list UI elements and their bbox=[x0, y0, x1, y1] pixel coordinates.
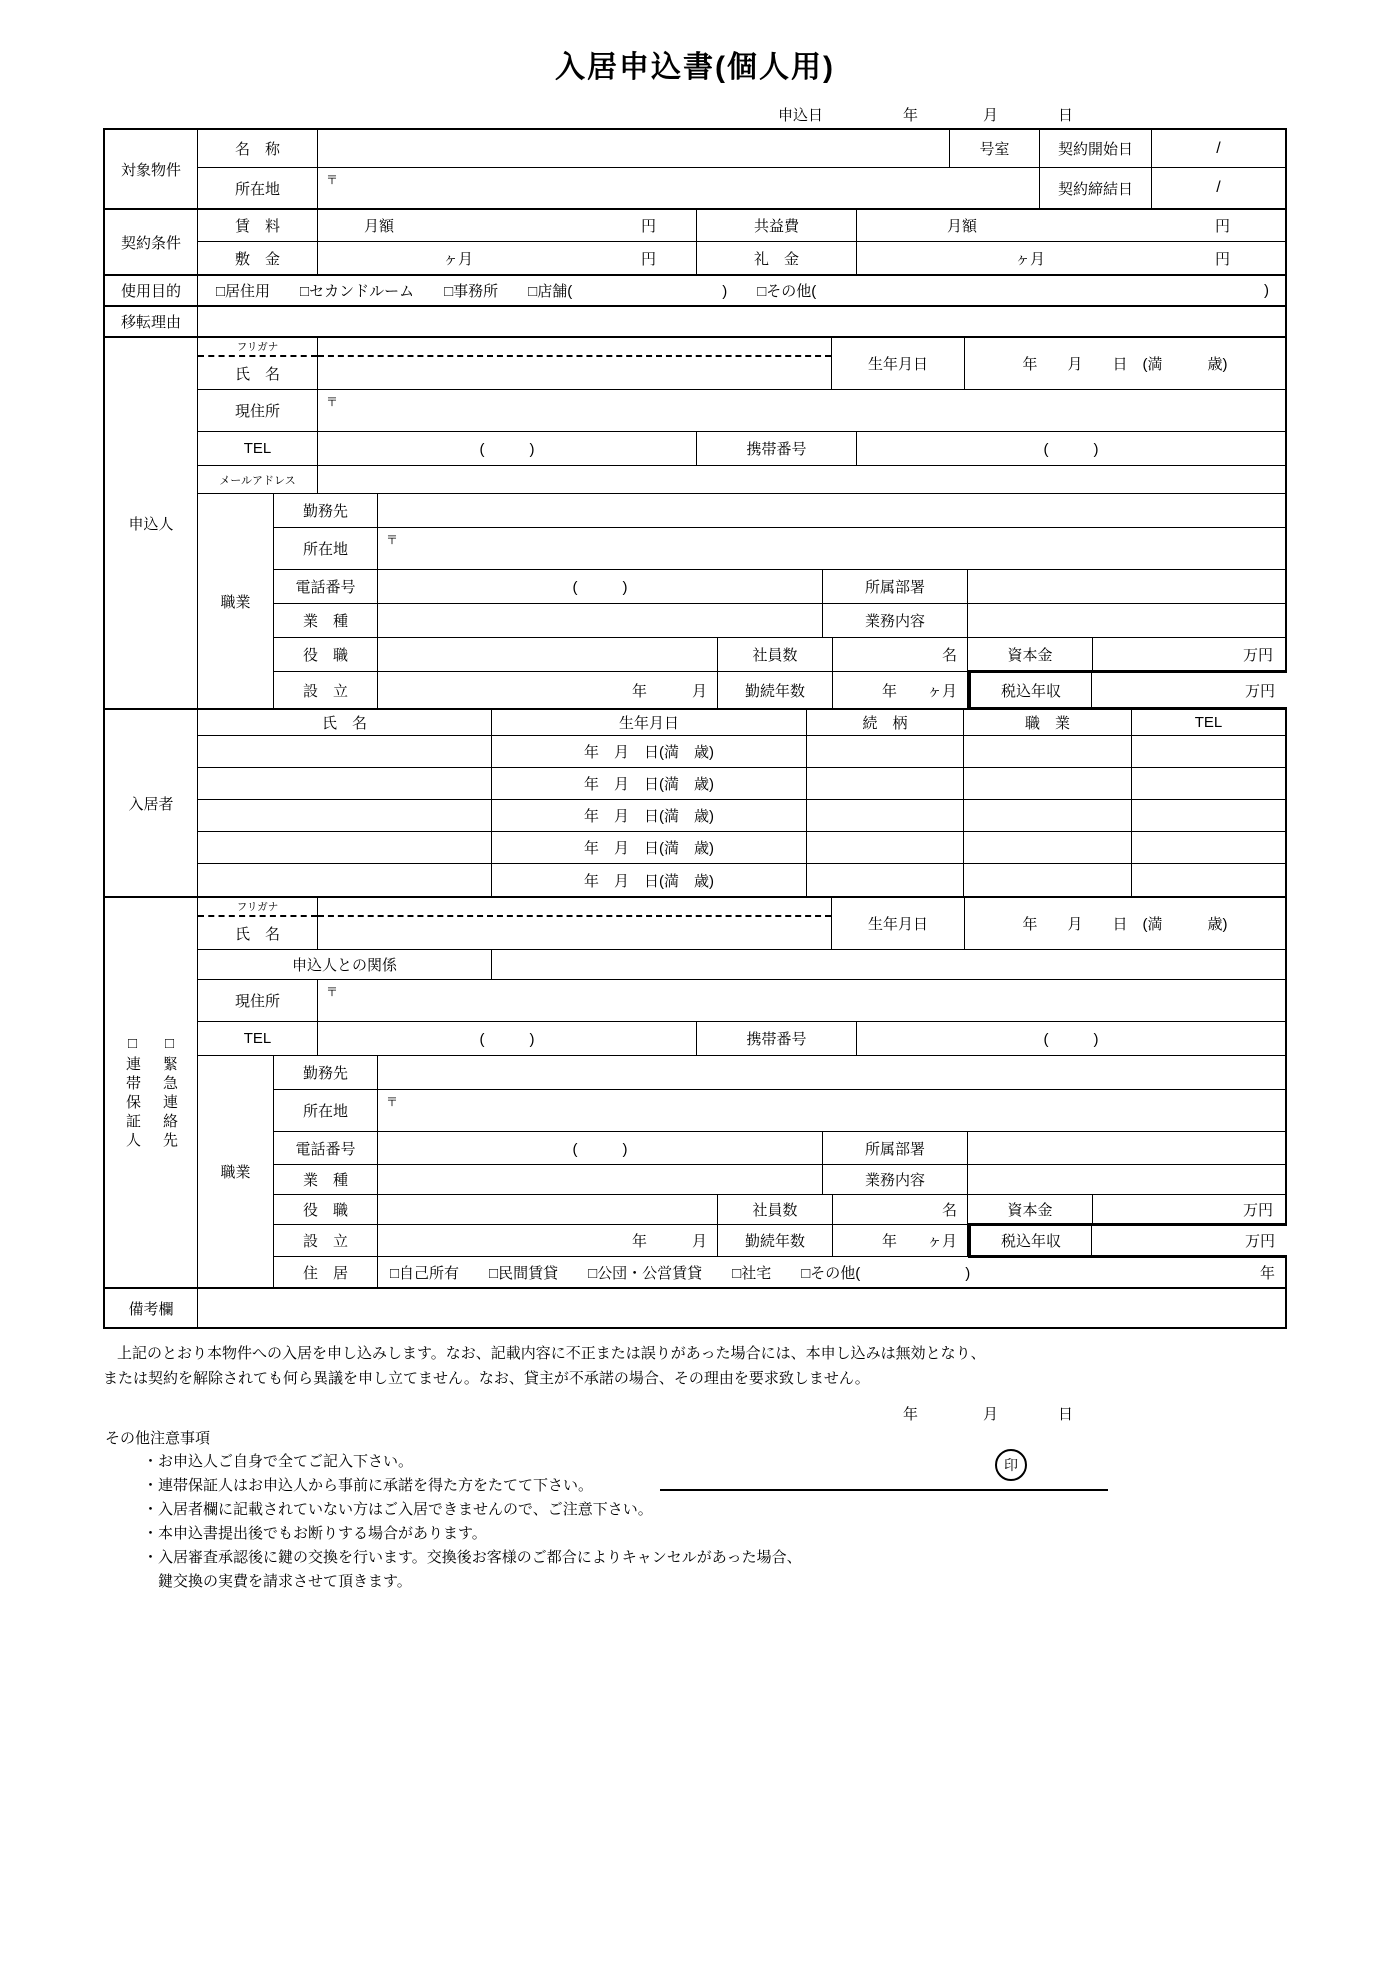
applicant-birth-input[interactable]: 年 月 日 (満 歳) bbox=[1022, 356, 1228, 373]
guarantor-furigana-input[interactable] bbox=[318, 898, 831, 917]
section-label-applicant: 申込人 bbox=[105, 338, 198, 708]
position-label: 役 職 bbox=[274, 638, 378, 671]
resident-name-input[interactable] bbox=[198, 768, 492, 799]
resident-relation-input[interactable] bbox=[807, 736, 964, 767]
section-terms bbox=[105, 210, 1285, 276]
resident-tel-input[interactable] bbox=[1132, 736, 1285, 767]
position-input[interactable] bbox=[378, 638, 718, 671]
section-applicant bbox=[105, 338, 1285, 710]
office-address-input[interactable] bbox=[378, 1090, 1285, 1131]
department-input[interactable] bbox=[968, 570, 1285, 603]
section-label-property: 対象物件 bbox=[105, 130, 198, 208]
signature-date-year: 年 bbox=[903, 1406, 919, 1423]
resident-birth-input[interactable]: 年 月 日(満 歳) bbox=[492, 736, 807, 767]
usage-options-checkboxes[interactable]: □居住用 □セカンドルーム □事務所 □店舗( ) □その他( bbox=[216, 283, 817, 300]
industry-label: 業 種 bbox=[274, 604, 378, 637]
service-years-input[interactable]: 年 ヶ月 bbox=[833, 1225, 968, 1256]
signature-date-day: 日 bbox=[1058, 1406, 1074, 1423]
residents-header-job: 職 業 bbox=[964, 710, 1132, 735]
applicant-name-label: 氏 名 bbox=[234, 365, 280, 383]
resident-birth-input[interactable]: 年 月 日(満 歳) bbox=[492, 768, 807, 799]
deposit-label: 敷 金 bbox=[198, 242, 318, 274]
guarantor-option bbox=[122, 1035, 143, 1151]
income-emphasis-box bbox=[968, 670, 1287, 710]
rent-input[interactable]: 月額 円 bbox=[318, 210, 697, 241]
relation-to-applicant-input[interactable] bbox=[492, 950, 1285, 979]
applicant-tel-label: TEL bbox=[198, 432, 318, 465]
room-number-label: 号室 bbox=[950, 130, 1040, 167]
relocation-reason-input[interactable] bbox=[198, 307, 1285, 336]
department-label: 所属部署 bbox=[823, 1132, 968, 1164]
applicant-birth-label: 生年月日 bbox=[832, 338, 965, 389]
note-item: ・本申込書提出後でもお断りする場合があります。 bbox=[143, 1525, 487, 1542]
resident-job-input[interactable] bbox=[964, 768, 1132, 799]
industry-input[interactable] bbox=[378, 604, 823, 637]
postal-mark: 〒 bbox=[326, 985, 339, 999]
resident-relation-input[interactable] bbox=[807, 832, 964, 863]
contract-conclusion-date-input[interactable]: / bbox=[1216, 179, 1221, 196]
work-phone-label: 電話番号 bbox=[274, 570, 378, 603]
housing-label: 住 居 bbox=[274, 1257, 378, 1287]
signature-line bbox=[660, 1489, 1108, 1491]
guarantor-tel-input[interactable]: ( ) bbox=[318, 1022, 697, 1055]
guarantor-mobile-input[interactable]: ( ) bbox=[1043, 1031, 1099, 1048]
resident-relation-input[interactable] bbox=[807, 800, 964, 831]
section-property bbox=[105, 130, 1285, 210]
property-name-input[interactable] bbox=[318, 130, 950, 167]
emergency-contact-option bbox=[159, 1035, 180, 1151]
guarantor-address-label: 現住所 bbox=[198, 980, 318, 1021]
applicant-mobile-label: 携帯番号 bbox=[697, 432, 857, 465]
note-item: 鍵交換の実費を請求させて頂きます。 bbox=[143, 1573, 412, 1590]
duty-input[interactable] bbox=[968, 604, 1285, 637]
capital-input[interactable]: 万円 bbox=[1242, 647, 1273, 664]
guarantor-checkbox[interactable]: □ bbox=[127, 1034, 138, 1052]
service-years-input[interactable]: 年 ヶ月 bbox=[833, 672, 968, 708]
employer-label: 勤務先 bbox=[274, 494, 378, 527]
guarantor-address-input[interactable] bbox=[318, 980, 1285, 1021]
property-name-label: 名 称 bbox=[198, 130, 318, 167]
postal-mark: 〒 bbox=[326, 173, 339, 187]
note-item: ・入居審査承認後に鍵の交換を行います。交換後お客様のご都合によりキャンセルがあった場合、 bbox=[143, 1549, 802, 1566]
service-years-label: 勤続年数 bbox=[718, 672, 833, 708]
section-label-guarantor bbox=[105, 898, 198, 1287]
income-label: 税込年収 bbox=[971, 673, 1092, 707]
apply-date-label: 申込日 bbox=[778, 107, 824, 124]
service-years-label: 勤続年数 bbox=[718, 1225, 833, 1256]
employer-input[interactable] bbox=[378, 1056, 1285, 1089]
applicant-mobile-input[interactable]: ( ) bbox=[1043, 441, 1099, 458]
contract-start-date-input[interactable]: / bbox=[1216, 139, 1221, 157]
applicant-furigana-label: フリガナ bbox=[198, 338, 317, 357]
resident-relation-input[interactable] bbox=[807, 864, 964, 896]
section-guarantor bbox=[105, 898, 1285, 1289]
resident-name-input[interactable] bbox=[198, 800, 492, 831]
employees-input[interactable]: 名 bbox=[833, 1195, 968, 1224]
position-input[interactable] bbox=[378, 1195, 718, 1224]
section-reason bbox=[105, 307, 1285, 338]
resident-row bbox=[198, 736, 1285, 768]
income-input[interactable]: 万円 bbox=[1244, 682, 1275, 700]
common-fee-label: 共益費 bbox=[697, 210, 857, 241]
notes-block bbox=[103, 1427, 1287, 1594]
resident-row bbox=[198, 800, 1285, 832]
agreement-line-1: 上記のとおり本物件への入居を申し込みします。なお、記載内容に不正または誤りがあった場合には、本申し込みは無効となり、 bbox=[117, 1345, 986, 1362]
applicant-furigana-input[interactable] bbox=[318, 338, 831, 357]
section-label-remarks: 備考欄 bbox=[105, 1289, 198, 1327]
section-remarks bbox=[105, 1289, 1285, 1327]
applicant-address-input[interactable] bbox=[318, 390, 1285, 431]
section-purpose bbox=[105, 276, 1285, 307]
housing-year-suffix: 年 bbox=[1259, 1264, 1275, 1282]
contract-start-label: 契約開始日 bbox=[1040, 130, 1152, 167]
page-title: 入居申込書(個人用) bbox=[555, 51, 835, 84]
industry-label: 業 種 bbox=[274, 1165, 378, 1194]
property-address-label: 所在地 bbox=[198, 168, 318, 208]
property-address-input[interactable] bbox=[318, 168, 1040, 208]
guarantor-furigana-label: フリガナ bbox=[198, 898, 317, 917]
founded-input[interactable]: 年 月 bbox=[378, 1225, 718, 1256]
postal-mark: 〒 bbox=[386, 533, 399, 547]
application-form-table bbox=[103, 128, 1287, 1329]
department-input[interactable] bbox=[968, 1132, 1285, 1164]
duty-label: 業務内容 bbox=[823, 1165, 968, 1194]
capital-input[interactable]: 万円 bbox=[1242, 1202, 1273, 1219]
employees-input[interactable]: 名 bbox=[833, 638, 968, 671]
residents-header-tel: TEL bbox=[1194, 714, 1223, 731]
applicant-address-label: 現住所 bbox=[198, 390, 318, 431]
resident-tel-input[interactable] bbox=[1132, 768, 1285, 799]
office-address-input[interactable] bbox=[378, 528, 1285, 569]
resident-row bbox=[198, 832, 1285, 864]
resident-birth-input[interactable]: 年 月 日(満 歳) bbox=[492, 800, 807, 831]
section-label-reason: 移転理由 bbox=[105, 307, 198, 336]
notes-heading: その他注意事項 bbox=[105, 1430, 211, 1447]
section-label-residents: 入居者 bbox=[105, 710, 198, 896]
apply-date-row bbox=[103, 102, 1287, 126]
employees-label: 社員数 bbox=[718, 638, 833, 671]
guarantor-tel-label: TEL bbox=[198, 1022, 318, 1055]
guarantor-birth-label: 生年月日 bbox=[832, 898, 965, 949]
contract-conclusion-label: 契約締結日 bbox=[1040, 168, 1152, 208]
guarantor-label: 連帯保証人 bbox=[124, 1055, 141, 1151]
resident-row bbox=[198, 768, 1285, 800]
section-label-terms: 契約条件 bbox=[105, 210, 198, 274]
resident-tel-input[interactable] bbox=[1132, 832, 1285, 863]
applicant-job-label: 職業 bbox=[198, 494, 274, 708]
note-item: ・お申込人ご自身で全てご記入下さい。 bbox=[143, 1453, 414, 1470]
signature-date-month: 月 bbox=[983, 1406, 999, 1423]
common-fee-input[interactable]: 月額 円 bbox=[947, 218, 1230, 235]
note-item: ・連帯保証人はお申込人から事前に承諾を得た方をたてて下さい。 bbox=[143, 1477, 594, 1494]
residents-header-name: 氏 名 bbox=[198, 710, 492, 735]
work-phone-input[interactable]: ( ) bbox=[378, 1132, 823, 1164]
work-phone-label: 電話番号 bbox=[274, 1132, 378, 1164]
postal-mark: 〒 bbox=[326, 395, 339, 409]
employer-input[interactable] bbox=[378, 494, 1285, 527]
income-emphasis-box bbox=[968, 1223, 1287, 1258]
note-item: ・入居者欄に記載されていない方はご入居できませんので、ご注意下さい。 bbox=[143, 1501, 653, 1518]
footer bbox=[103, 1341, 1287, 1594]
emergency-contact-checkbox[interactable]: □ bbox=[164, 1034, 175, 1052]
industry-input[interactable] bbox=[378, 1165, 823, 1194]
residents-header-relation: 続 柄 bbox=[807, 710, 964, 735]
applicant-job-block bbox=[198, 494, 1285, 708]
department-label: 所属部署 bbox=[823, 570, 968, 603]
resident-job-input[interactable] bbox=[964, 736, 1132, 767]
founded-input[interactable]: 年 月 bbox=[378, 672, 718, 708]
resident-job-input[interactable] bbox=[964, 800, 1132, 831]
office-address-label: 所在地 bbox=[274, 1090, 378, 1131]
guarantor-mobile-label: 携帯番号 bbox=[697, 1022, 857, 1055]
founded-label: 設 立 bbox=[274, 672, 378, 708]
applicant-email-label: メールアドレス bbox=[198, 466, 318, 493]
rent-label: 賃 料 bbox=[198, 210, 318, 241]
employer-label: 勤務先 bbox=[274, 1056, 378, 1089]
guarantor-job-block bbox=[198, 1056, 1285, 1287]
section-label-purpose: 使用目的 bbox=[105, 276, 198, 305]
resident-name-input[interactable] bbox=[198, 736, 492, 767]
signature-date-row bbox=[103, 1391, 1287, 1427]
guarantor-job-label: 職業 bbox=[198, 1056, 274, 1287]
guarantor-name-label: 氏 名 bbox=[234, 925, 280, 943]
income-label: 税込年収 bbox=[971, 1226, 1092, 1255]
remarks-input[interactable] bbox=[198, 1289, 1285, 1327]
apply-date-month: 月 bbox=[983, 107, 999, 124]
work-phone-input[interactable]: ( ) bbox=[378, 570, 823, 603]
resident-row bbox=[198, 864, 1285, 896]
section-residents bbox=[105, 710, 1285, 898]
guarantor-birth-input[interactable]: 年 月 日 (満 歳) bbox=[1022, 916, 1228, 933]
position-label: 役 職 bbox=[274, 1195, 378, 1224]
founded-label: 設 立 bbox=[274, 1225, 378, 1256]
resident-tel-input[interactable] bbox=[1132, 800, 1285, 831]
duty-input[interactable] bbox=[968, 1165, 1285, 1194]
employees-label: 社員数 bbox=[718, 1195, 833, 1224]
relation-to-applicant-label: 申込人との関係 bbox=[198, 950, 492, 979]
apply-date-year: 年 bbox=[903, 107, 919, 124]
seal-mark: 印 bbox=[995, 1449, 1027, 1481]
resident-name-input[interactable] bbox=[198, 832, 492, 863]
deposit-input[interactable]: ヶ月 円 bbox=[318, 242, 697, 274]
emergency-contact-label: 緊急連絡先 bbox=[161, 1055, 178, 1151]
office-address-label: 所在地 bbox=[274, 528, 378, 569]
resident-relation-input[interactable] bbox=[807, 768, 964, 799]
usage-options-close-paren: ) bbox=[1264, 282, 1269, 299]
resident-birth-input[interactable]: 年 月 日(満 歳) bbox=[492, 832, 807, 863]
apply-date-day: 日 bbox=[1058, 107, 1074, 124]
key-money-label: 礼 金 bbox=[697, 242, 857, 274]
resident-tel-input[interactable] bbox=[1132, 864, 1285, 896]
capital-label: 資本金 bbox=[968, 1195, 1093, 1224]
applicant-tel-input[interactable]: ( ) bbox=[318, 432, 697, 465]
resident-birth-input[interactable]: 年 月 日(満 歳) bbox=[492, 864, 807, 896]
applicant-email-input[interactable] bbox=[318, 466, 1285, 493]
agreement-line-2: または契約を解除されても何ら異議を申し立てません。なお、貸主が不承諾の場合、その理由を要求致しません。 bbox=[103, 1370, 870, 1387]
resident-job-input[interactable] bbox=[964, 832, 1132, 863]
guarantor-name-input[interactable] bbox=[318, 917, 831, 949]
capital-label: 資本金 bbox=[968, 638, 1093, 671]
income-input[interactable]: 万円 bbox=[1244, 1233, 1275, 1250]
resident-name-input[interactable] bbox=[198, 864, 492, 896]
resident-job-input[interactable] bbox=[964, 864, 1132, 896]
housing-options-checkboxes[interactable]: □自己所有 □民間賃貸 □公団・公営賃貸 □社宅 □その他( ) bbox=[390, 1264, 971, 1282]
key-money-input[interactable]: ヶ月 円 bbox=[1015, 250, 1230, 268]
applicant-name-input[interactable] bbox=[318, 357, 831, 389]
postal-mark: 〒 bbox=[386, 1095, 399, 1109]
duty-label: 業務内容 bbox=[823, 604, 968, 637]
residents-header-birth: 生年月日 bbox=[492, 710, 807, 735]
